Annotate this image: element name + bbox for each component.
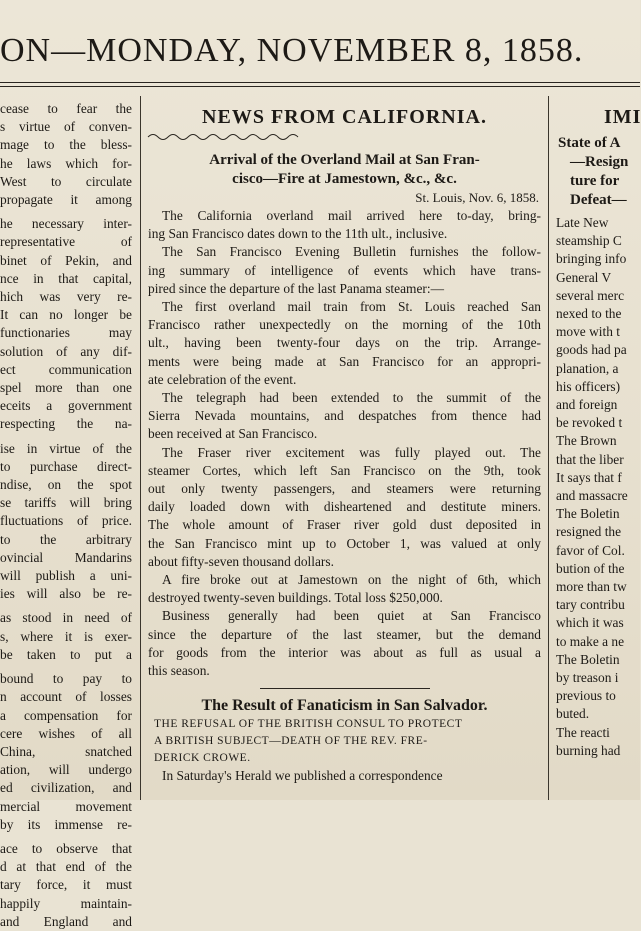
article-body-line: The telegraph had been extended to the summit of the (162, 390, 541, 406)
article-body-line: The first overland mail train from St. Louis reached San (162, 299, 541, 315)
right-body-line: bringing info (556, 251, 627, 267)
left-column-line: as stood in need of (0, 610, 132, 626)
left-column-line: be taken to put a (0, 646, 132, 662)
right-body (556, 214, 640, 760)
right-body-line: bution of the (556, 560, 625, 576)
left-column-line: propagate it among (0, 192, 132, 208)
right-body-line: The reacti (556, 724, 610, 740)
right-body-line: burning had (556, 742, 621, 758)
left-column-line: respecting the na- (0, 416, 132, 432)
section2-deck (148, 716, 541, 767)
right-body-line: Late New (556, 215, 609, 230)
left-column (0, 100, 132, 929)
header-rule-double (0, 86, 640, 87)
left-column-line: fluctuations of price. (0, 513, 132, 529)
article-body-line: The Fraser river excitement was fully played out. The (162, 444, 541, 460)
right-body-line: steamship C (556, 233, 622, 249)
left-column-line: cere wishes of all (0, 725, 132, 741)
article-body-line: the San Francisco mint up to October 1, was valued at only (148, 535, 541, 551)
right-body-line: It says that f (556, 469, 622, 485)
section2-body-line: In Saturday's Herald we published a correspondence (162, 768, 443, 784)
right-body-line: resigned the (556, 524, 622, 540)
left-column-line: ace to observe that (0, 840, 132, 856)
article-body (148, 207, 541, 680)
left-column-line: ndise, on the spot (0, 477, 132, 493)
left-column-line: n account of losses (0, 689, 132, 705)
section2-deck-line: A BRITISH SUBJECT—DEATH OF THE REV. FRE- (154, 735, 428, 748)
left-column-line: d at that end of the (0, 859, 132, 875)
right-body-line: The Boletin (556, 651, 620, 667)
article-body-line: since the departure of the last steamer, but the demand (148, 626, 541, 642)
article-body-line: been received at San Francisco. (148, 426, 318, 442)
right-body-line: previous to (556, 688, 616, 704)
left-column-line: ation, will undergo (0, 762, 132, 778)
right-body-line: move with t (556, 324, 620, 340)
column-divider-left (140, 96, 141, 800)
right-subheadline-line: ture for (570, 173, 620, 189)
left-column-line: he laws which for- (0, 155, 132, 171)
left-column-line: ect communication (0, 361, 132, 377)
right-body-line: several merc (556, 287, 625, 303)
right-body-line: and foreign (556, 397, 618, 413)
left-column-line: s virtue of conven- (0, 119, 132, 135)
article-subheadline (148, 151, 541, 189)
right-subheadline (556, 134, 640, 210)
left-column-line: solution of any dif- (0, 343, 132, 359)
left-column-line: binet of Pekin, and (0, 252, 132, 268)
left-column-line: bound to pay to (0, 671, 132, 687)
right-body-line: be revoked t (556, 415, 623, 431)
section2-deck-line: THE REFUSAL OF THE BRITISH CONSUL TO PROTECT (154, 718, 463, 731)
article-body-line: for goods from the interior was about as full as usual a (148, 644, 541, 660)
right-body-line: The Brown (556, 433, 617, 449)
article-body-line: ate celebration of the event. (148, 371, 297, 387)
article-body-line: The California overland mail arrived here to-day, bring- (162, 208, 541, 223)
section-divider (260, 688, 430, 689)
article-body-line: this season. (148, 663, 210, 679)
article-body-line: Sierra Nevada mountains, and despatches from thence had (148, 408, 541, 424)
right-body-line: which it was (556, 615, 624, 631)
right-body-line: to make a ne (556, 633, 625, 649)
right-subheadline-line: —Resign (570, 154, 629, 170)
right-body-line: The Boletin (556, 506, 620, 522)
left-column-line: mercial movement (0, 798, 132, 814)
article-body-line: daily loaded down with disheartened and destitute miners. (148, 499, 541, 515)
article-body-line: A fire broke out at Jamestown on the night of 6th, which (162, 572, 541, 588)
article-body-line: Business generally had been quiet at San Francisco (162, 608, 541, 624)
left-column-line: cease to fear the (0, 101, 132, 116)
article-body-line: The San Francisco Evening Bulletin furnishes the follow- (162, 244, 541, 260)
right-body-line: that the liber (556, 451, 624, 467)
left-column-line: mage to the bless- (0, 137, 132, 153)
left-column-line: by its immense re- (0, 816, 132, 832)
right-body-line: planation, a (556, 360, 619, 376)
section2-headline: The Result of Fanaticism in San Salvador. (201, 697, 488, 715)
article-body-line: steamer Cortes, which left San Francisco on the 9th, took (148, 462, 541, 478)
right-body-line: tary contribu (556, 597, 625, 613)
right-body-line: buted. (556, 706, 590, 722)
right-body-line: his officers) (556, 378, 621, 394)
right-subheadline-line: State of A (558, 135, 621, 151)
center-column (148, 100, 541, 800)
left-column-line: ies will also be re- (0, 586, 132, 602)
ornamental-rule-icon (148, 132, 298, 142)
right-subheadline-line: Defeat— (570, 192, 627, 208)
article-body-line: ments were being made at San Francisco for an appropri- (148, 353, 541, 369)
right-column (556, 100, 640, 800)
subheadline-line: cisco—Fire at Jamestown, &c., &c. (232, 171, 457, 187)
article-body-line: about fifty-seven thousand dollars. (148, 553, 334, 569)
subheadline-line: Arrival of the Overland Mail at San Fran- (209, 152, 480, 168)
article-body-line: The whole amount of Fraser river gold dust deposited in (148, 517, 541, 533)
left-column-line: ed civilization, and (0, 780, 132, 796)
article-body-line: Francisco rather unexpectedly on the morning of the 10th (148, 317, 541, 333)
article-body-line: pired since the departure of the last Panama steamer:— (148, 280, 444, 296)
page-dateline: ON—MONDAY, NOVEMBER 8, 1858. (0, 32, 584, 69)
column-divider-right (548, 96, 549, 800)
article-headline: NEWS FROM CALIFORNIA. (202, 106, 487, 128)
header-rule (0, 82, 640, 83)
left-column-line: nce in that capital, (0, 270, 132, 286)
left-column-line: and England and (0, 913, 132, 929)
left-column-line: ise in virtue of the (0, 440, 132, 456)
article-body-line: ing summary of intelligence of events which have trans- (148, 262, 541, 278)
right-body-line: by treason i (556, 670, 619, 686)
left-column-line: spel more than one (0, 380, 132, 396)
left-column-line: ovincial Mandarins (0, 549, 132, 565)
right-body-line: and massacre (556, 488, 628, 504)
article-body-line: destroyed twenty-seven buildings. Total loss $250,000. (148, 590, 443, 606)
left-column-line: West to circulate (0, 173, 132, 189)
left-column-line: to purchase direct- (0, 458, 132, 474)
left-column-line: functionaries may (0, 325, 132, 341)
left-column-line: a compensation for (0, 707, 132, 723)
article-body-line: out only twenty passengers, and steamers were returning (148, 481, 541, 497)
article-body-line: ult., having been twenty-four days on the trip. Arrange- (148, 335, 541, 351)
left-column-line: representative of (0, 234, 132, 250)
left-column-line: China, snatched (0, 743, 132, 759)
article-body-line: ing San Francisco dates down to the 11th ult., inclusive. (148, 226, 448, 242)
left-column-line: s, where it is exer- (0, 628, 132, 644)
left-column-line: hich was very re- (0, 289, 132, 305)
left-column-line: to the arbitrary (0, 531, 132, 547)
left-column-line: will publish a uni- (0, 568, 132, 584)
right-body-line: nexed to the (556, 306, 622, 322)
right-body-line: favor of Col. (556, 542, 625, 558)
left-column-line: he necessary inter- (0, 216, 132, 232)
right-body-line: General V (556, 269, 612, 285)
left-column-line: se tariffs will bring (0, 495, 132, 511)
left-column-line: happily maintain- (0, 895, 132, 911)
right-body-line: goods had pa (556, 342, 627, 358)
right-body-line: more than tw (556, 579, 627, 595)
section2-deck-line: DERICK CROWE. (154, 752, 251, 765)
right-headline: IMI (604, 106, 641, 128)
article-dateline: St. Louis, Nov. 6, 1858. (415, 190, 539, 205)
left-column-line: tary force, it must (0, 877, 132, 893)
left-column-line: eceits a government (0, 398, 132, 414)
left-column-line: It can no longer be (0, 307, 132, 323)
